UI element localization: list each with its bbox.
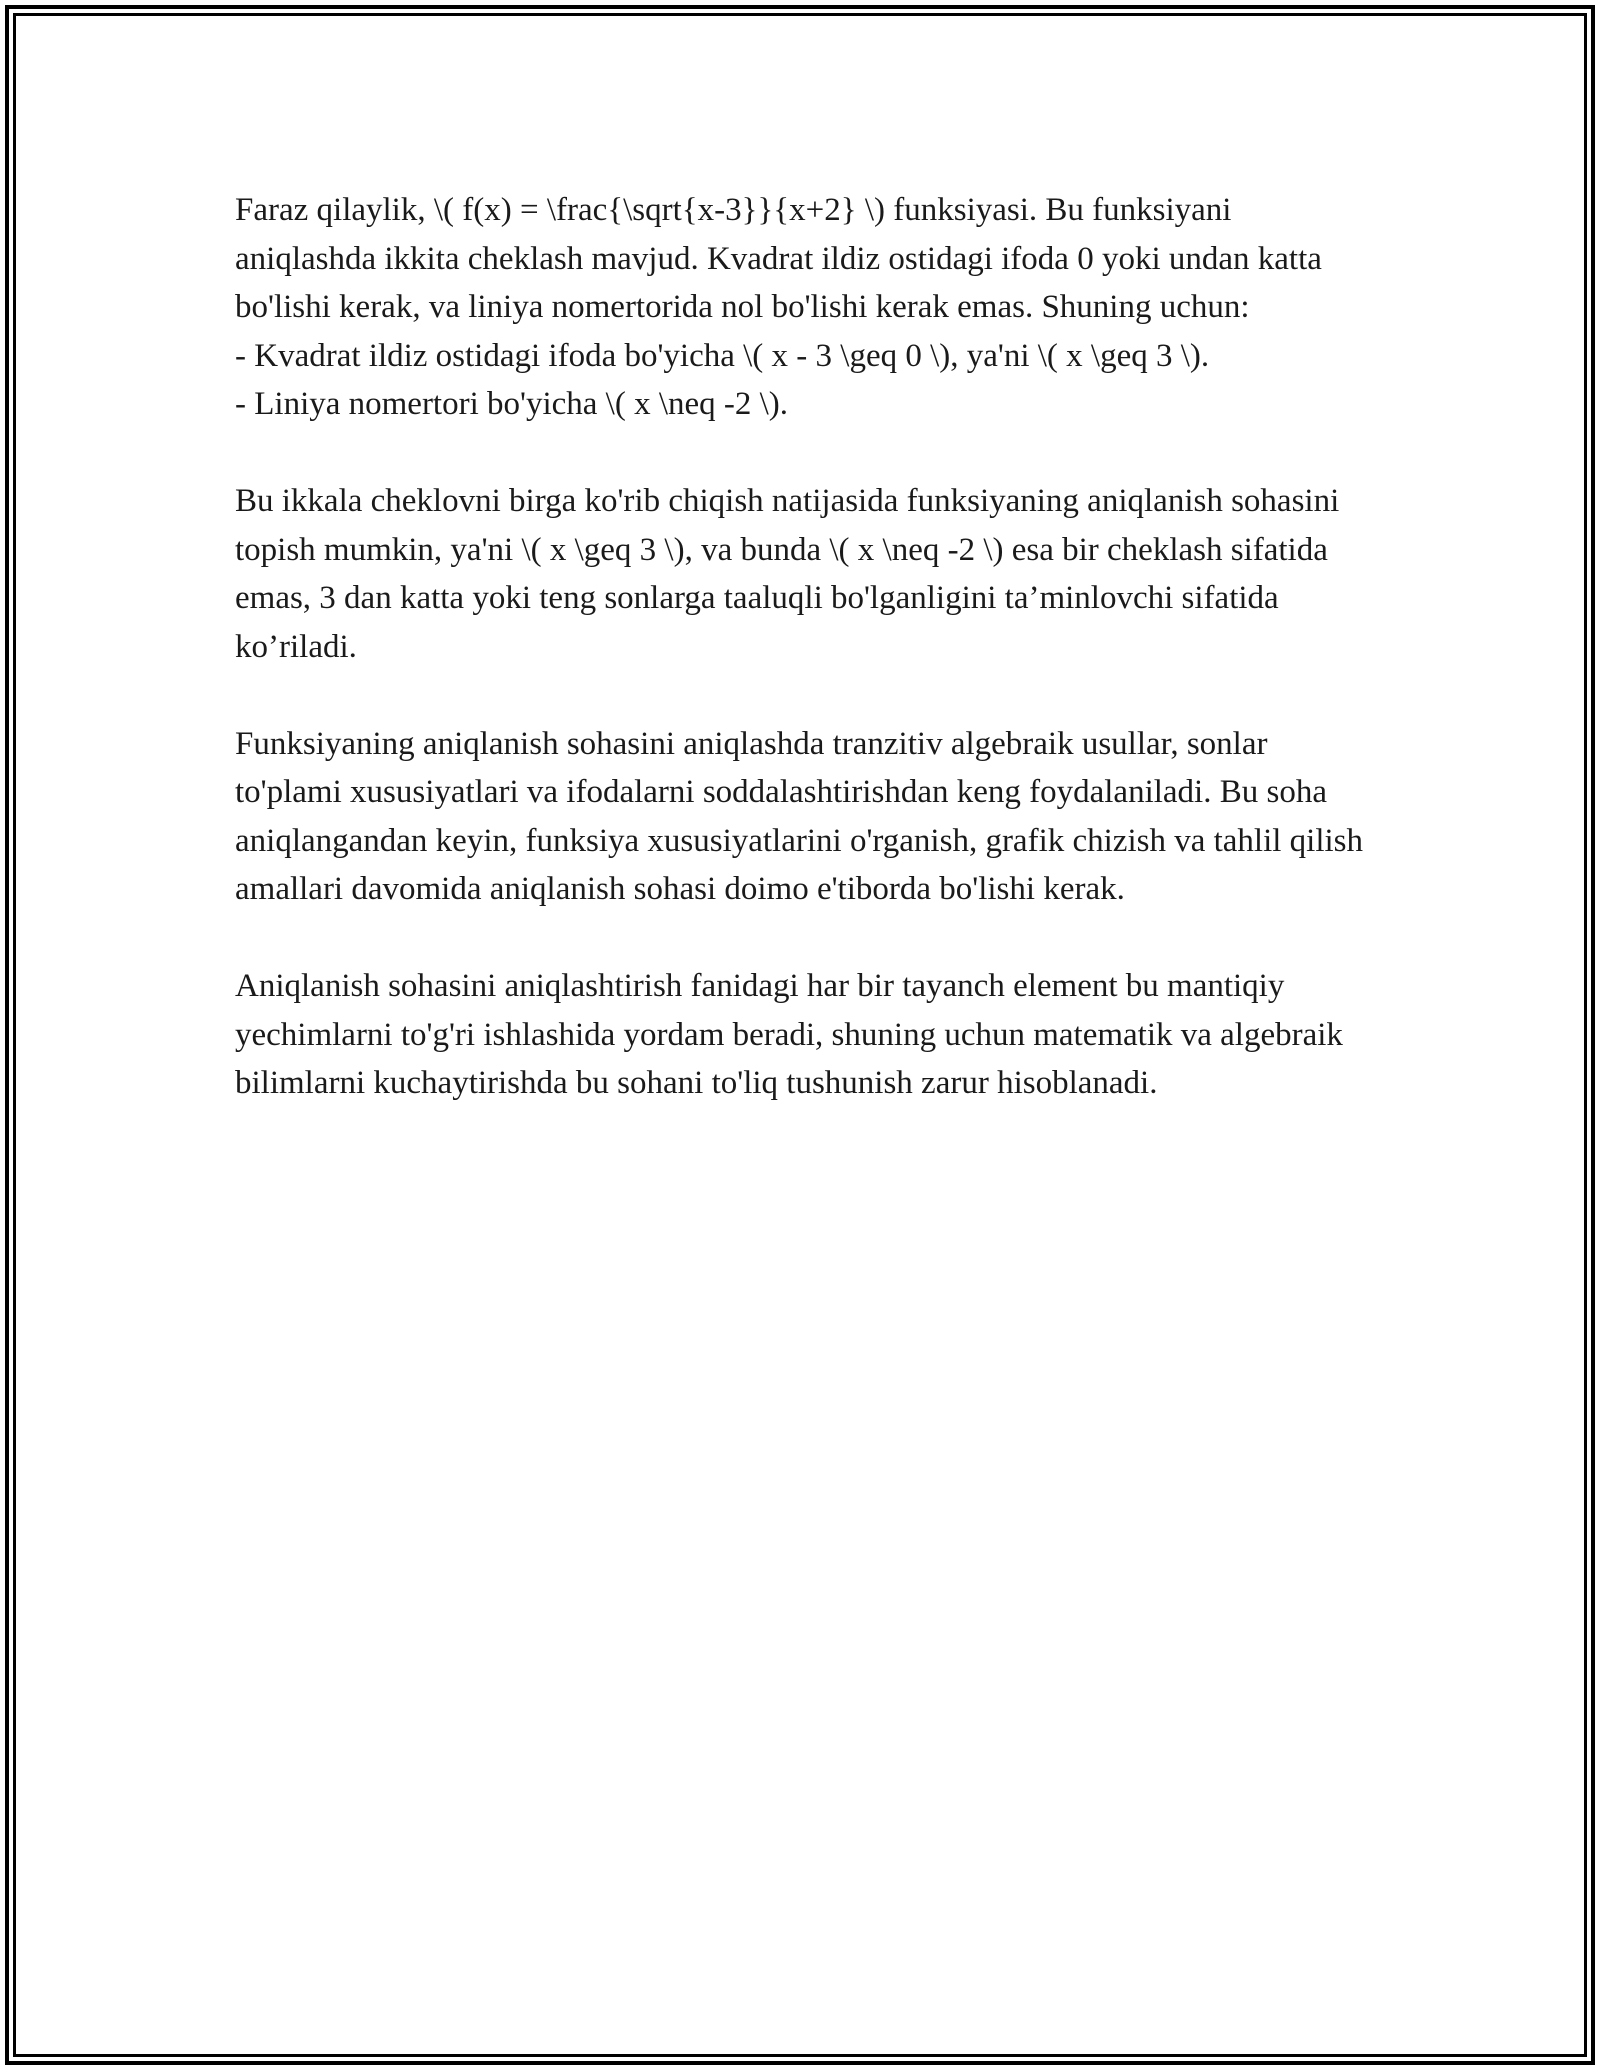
paragraph-3: Funksiyaning aniqlanish sohasini aniqlashda tranzitiv algebraik usullar, sonlar to'plami xususiyatlari va ifodalarni soddalashtirishdan keng foydalaniladi. Bu soha aniqlangandan keyin, funksiya xususiyatlarini o'rganish, grafik chizish va tahlil qilish amallari davomida aniqlanish sohasi doimo e'tiborda bo'lishi kerak. xyxy=(235,725,1364,907)
paragraph-1-bullet-1: - Kvadrat ildiz ostidagi ifoda bo'yicha \( x - 3 \geq 0 \), ya'ni \( x \geq 3 \). xyxy=(235,337,1210,374)
paragraph-1-intro: Faraz qilaylik, \( f(x) = \frac{\sqrt{x-3}}{x+2} \) funksiyasi. Bu funksiyani aniqlashda ikkita cheklash mavjud. Kvadrat ildiz ostidagi ifoda 0 yoki undan katta bo'lishi kerak, va liniya nomertorida nol bo'lishi kerak emas. Shuning uchun: xyxy=(235,192,1322,325)
paragraph-2: Bu ikkala cheklovni birga ko'rib chiqish natijasida funksiyaning aniqlanish sohasini topish mumkin, ya'ni \( x \geq 3 \), va bunda \( x \neq -2 \) esa bir cheklash sifatida emas, 3 dan katta yoki teng sonlarga taaluqli bo'lganligini ta’minlovchi sifatida ko’riladi. xyxy=(235,483,1340,665)
paragraph-1-bullet-2: - Liniya nomertori bo'yicha \( x \neq -2 \). xyxy=(235,386,789,422)
document-body xyxy=(235,186,1380,1156)
paragraph-4: Aniqlanish sohasini aniqlashtirish fanidagi har bir tayanch element bu mantiqiy yechimlarni to'g'ri ishlashida yordam beradi, shuning uchun matematik va algebraik bilimlarni kuchaytirishda bu sohani to'liq tushunish zarur hisoblanadi. xyxy=(235,968,1343,1101)
